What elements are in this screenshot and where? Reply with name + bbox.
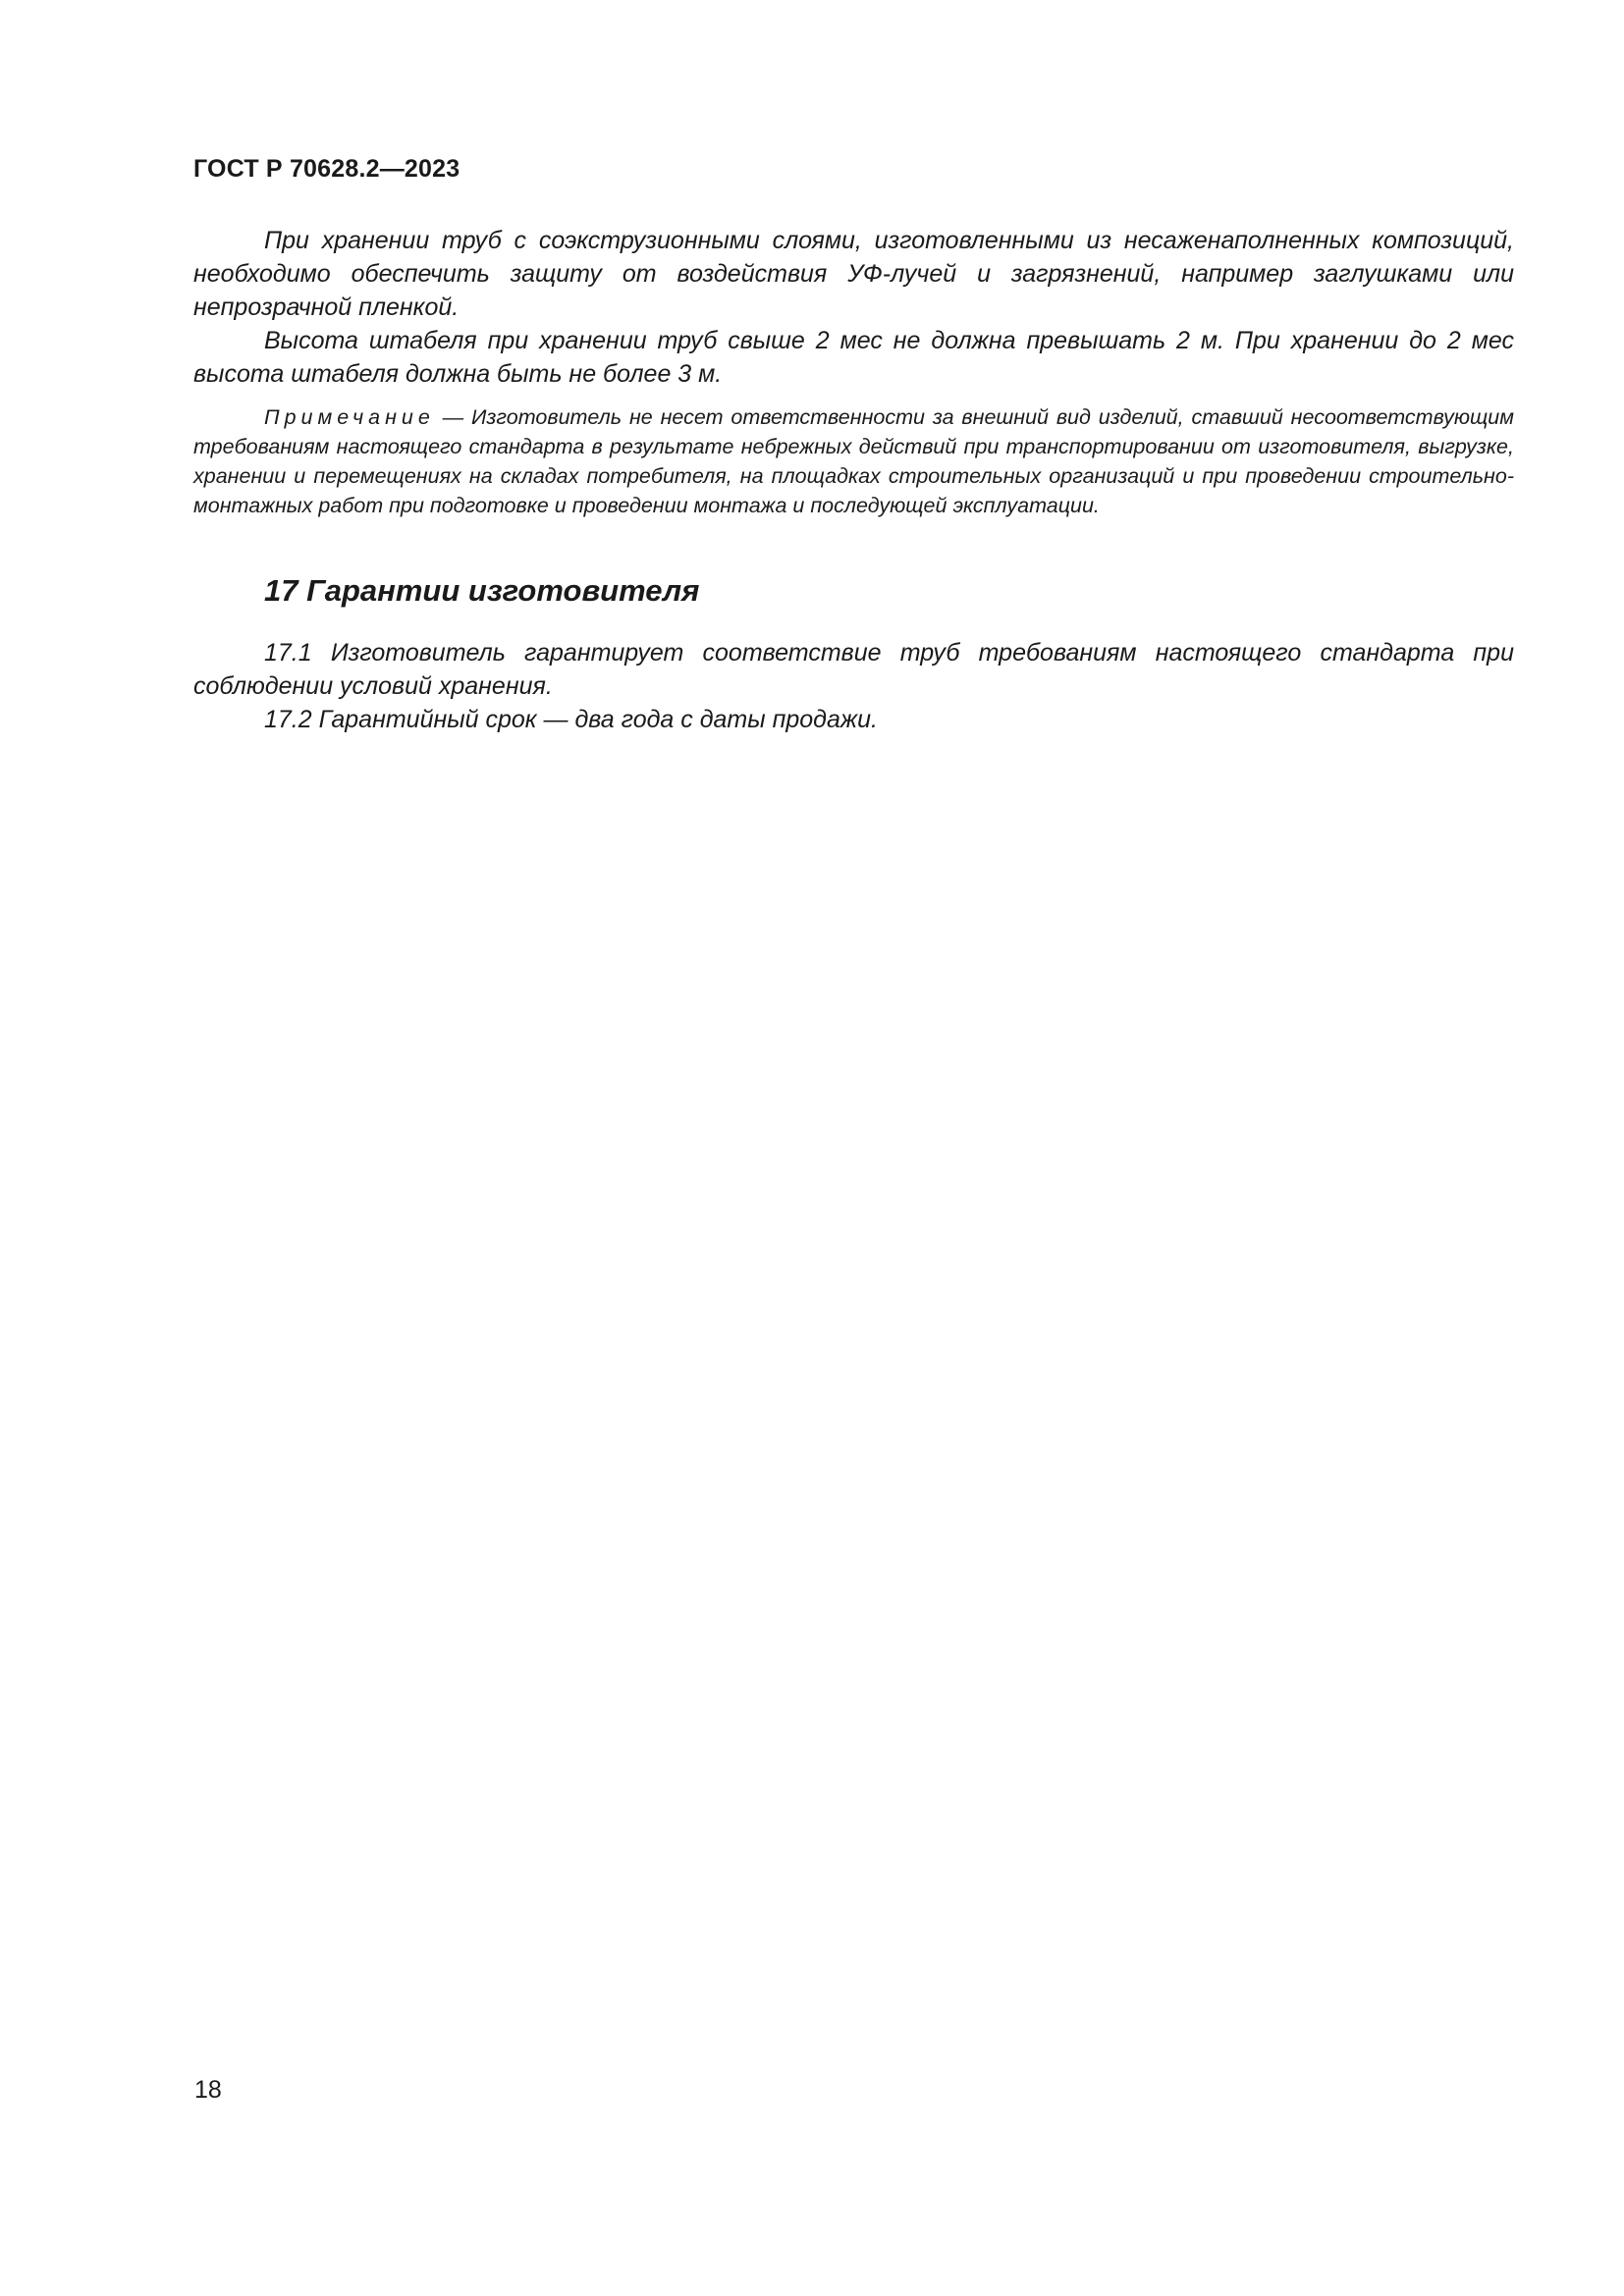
section-item-17-1: 17.1 Изготовитель гарантирует соответствие труб требованиям настоящего стандарта при соблюдении условий хранения. xyxy=(193,639,1514,700)
section-title: 17 Гарантии изготовителя xyxy=(264,573,700,608)
note-label: Примечание xyxy=(264,405,435,429)
page-content xyxy=(193,224,1514,736)
section-item-17-2: 17.2 Гарантийный срок — два года с даты продажи. xyxy=(264,706,878,733)
note-block xyxy=(193,402,1514,520)
section-body xyxy=(193,636,1514,736)
paragraph-stack-height: Высота штабеля при хранении труб свыше 2 мес не должна превышать 2 м. При хранении до 2 мес высота штабеля должна быть не более 3 м. xyxy=(193,327,1514,388)
note-text: — Изготовитель не несет ответственности за внешний вид изделий, ставший несоответствующим требованиям настоящего стандарта в результате небрежных действий при транспортировании от изготовителя, выгрузке, хранении и перемещениях на складах потребителя, на площадках строительных организаций и при проведении строительно-монтажных работ при подготовке и проведении монтажа и последующей эксплуатации. xyxy=(193,405,1514,517)
paragraph-storage-coextrusion: При хранении труб с соэкструзионными слоями, изготовленными из несаженаполненных композиций, необходимо обеспечить защиту от воздействия УФ-лучей и загрязнений, например заглушками или непрозрачной пленкой. xyxy=(193,227,1514,321)
document-header-id: ГОСТ Р 70628.2—2023 xyxy=(193,155,460,183)
page-number: 18 xyxy=(194,2076,222,2104)
